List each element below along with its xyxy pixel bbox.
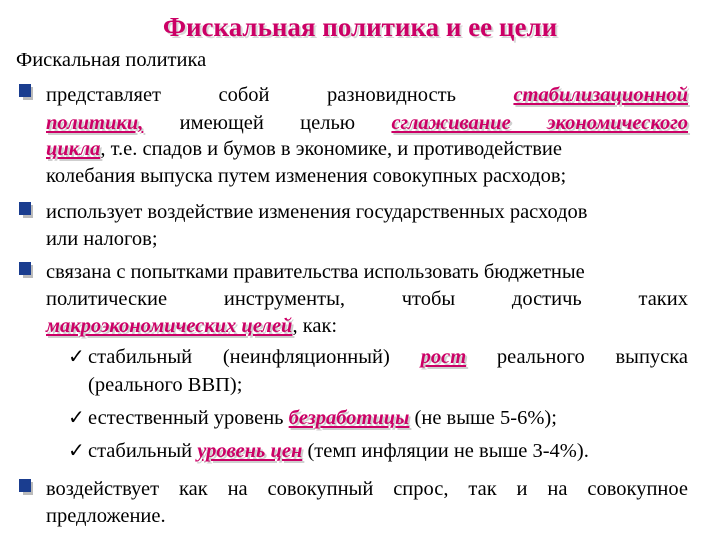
checkmark-icon: ✓: [68, 407, 85, 429]
text: (темп инфляции не выше 3-4%).: [307, 440, 589, 462]
text: , как:: [292, 315, 338, 337]
bullet-1-line-3: [46, 136, 688, 162]
bullet-1-line-2: [46, 110, 688, 136]
keyword-unemployment: безработицы: [288, 407, 410, 429]
square-bullet-icon: [18, 83, 34, 101]
bullet-1-line-1: [46, 82, 688, 108]
text: стабильный: [88, 440, 193, 462]
keyword-price-level: уровень цен: [197, 440, 303, 462]
keyword-smoothing: сглаживание экономического: [391, 112, 689, 134]
keyword-cycle: цикла: [46, 138, 101, 160]
bullet-2-line-1: использует воздействие изменения государственных расходов: [46, 201, 588, 223]
keyword-growth: рост: [420, 346, 467, 368]
text: стабильный (неинфляционный): [88, 346, 390, 368]
bullet-4-line-2: предложение.: [46, 505, 166, 527]
checkmark-icon: ✓: [68, 346, 85, 368]
text: представляет собой разновидность: [46, 84, 456, 106]
page-title: Фискальная политика и ее цели: [162, 12, 558, 42]
square-bullet-icon: [18, 478, 34, 496]
text: естественный уровень: [88, 407, 284, 429]
text: имеющей целью: [179, 112, 356, 134]
check-1-line-2: (реального ВВП);: [88, 374, 243, 396]
check-1-line-1: [88, 344, 688, 370]
intro-heading: Фискальная политика: [16, 49, 207, 71]
bullet-4-line-1: воздействует как на совокупный спрос, так и на совокупное: [46, 478, 688, 500]
text: , т.е. спадов и бумов в экономике, и противодействие: [100, 138, 562, 160]
bullet-3-line-2: политические инструменты, чтобы достичь таких: [46, 288, 688, 310]
bullet-3-line-1: связана с попытками правительства использовать бюджетные: [46, 261, 585, 283]
text: (не выше 5-6%);: [414, 407, 557, 429]
keyword-policy: политики,: [46, 112, 144, 134]
check-3-line: [88, 438, 688, 464]
square-bullet-icon: [18, 201, 34, 219]
keyword-stabilization: стабилизационной: [513, 84, 688, 106]
check-2-line: [88, 405, 688, 431]
keyword-macro-goals: макроэкономических целей: [46, 315, 293, 337]
text: реального выпуска: [496, 346, 689, 368]
square-bullet-icon: [18, 261, 34, 279]
bullet-2-line-2: или налогов;: [46, 228, 158, 250]
bullet-3-line-3: [46, 313, 688, 339]
checkmark-icon: ✓: [68, 440, 85, 462]
bullet-1-line-4: колебания выпуска путем изменения совокупных расходов;: [46, 165, 567, 187]
